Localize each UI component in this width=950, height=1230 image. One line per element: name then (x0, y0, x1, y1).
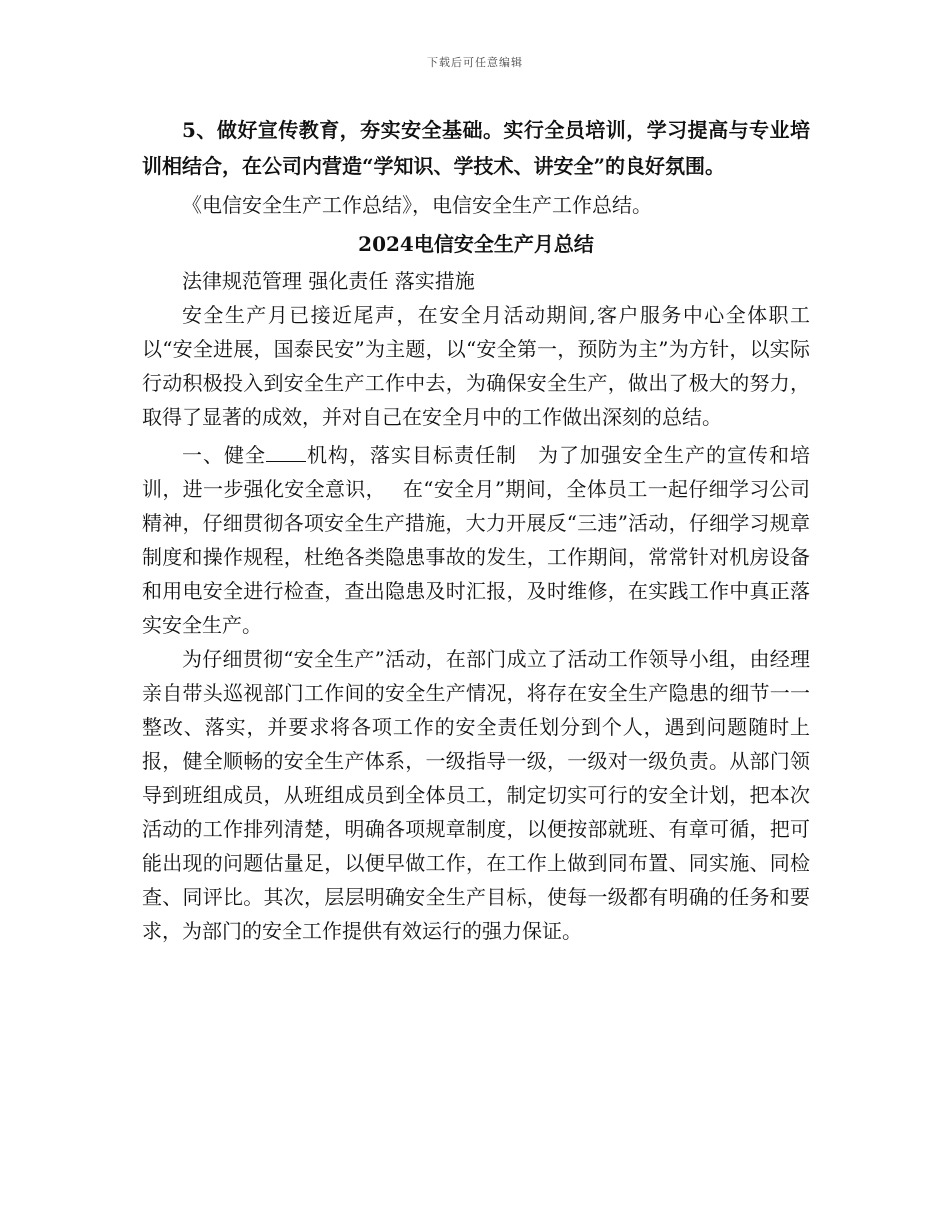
document-title: 2024电信安全生产月总结 (358, 232, 594, 256)
paragraph-summary-reference: 《电信安全生产工作总结》，电信安全生产工作总结。 (182, 193, 652, 217)
paragraph-organization-start: 一、健全 (182, 443, 266, 467)
paragraph-publicity-education: 5、做好宣传教育，夯实安全基础。实行全员培训，学习提高与专业培训相结合，在公司内营造“学知识、学技术、讲安全”的良好氛围。 (142, 118, 810, 178)
document-body (142, 112, 810, 948)
blank-underline (266, 443, 306, 462)
paragraph-leadership-group: 为仔细贯彻“安全生产”活动，在部门成立了活动工作领导小组，由经理亲自带头巡视部门工作间的安全生产情况，将存在安全生产隐患的细节一一整改、落实，并要求将各项工作的安全责任划分到个人，遇到问题随时上报，健全顺畅的安全生产体系，一级指导一级，一级对一级负责。从部门领导到班组成员，从班组成员到全体员工，制定切实可行的安全计划，把本次活动的工作排列清楚，明确各项规章制度，以便按部就班、有章可循，把可能出现的问题估量足，以便早做工作，在工作上做到同布置、同实施、同检查、同评比。其次，层层明确安全生产目标，使每一级都有明确的任务和要求，为部门的安全工作提供有效运行的强力保证。 (142, 647, 810, 943)
paragraph-organization (142, 438, 810, 642)
header-note: 下载后可任意编辑 (427, 56, 523, 69)
paragraph-intro: 安全生产月已接近尾声，在安全月活动期间,客户服务中心全体职工以“安全进展，国泰民安”为主题，以“安全第一，预防为主”为方针，以实际行动积极投入到安全生产工作中去，为确保安全生产，做出了极大的努力，取得了显著的成效，并对自己在安全月中的工作做出深刻的总结。 (142, 303, 810, 429)
paragraph-organization-rest: 机构，落实目标责任制 为了加强安全生产的宣传和培训，进一步强化安全意识， 在“安全月”期间，全体员工一起仔细学习公司精神，仔细贯彻各项安全生产措施，大力开展反“三违”活动，仔细学习规章制度和操作规程，杜绝各类隐患事故的发生，工作期间，常常针对机房设备和用电安全进行检查，查出隐患及时汇报，及时维修，在实践工作中真正落实安全生产。 (142, 443, 810, 637)
document-subtitle: 法律规范管理 强化责任 落实措施 (182, 269, 475, 293)
